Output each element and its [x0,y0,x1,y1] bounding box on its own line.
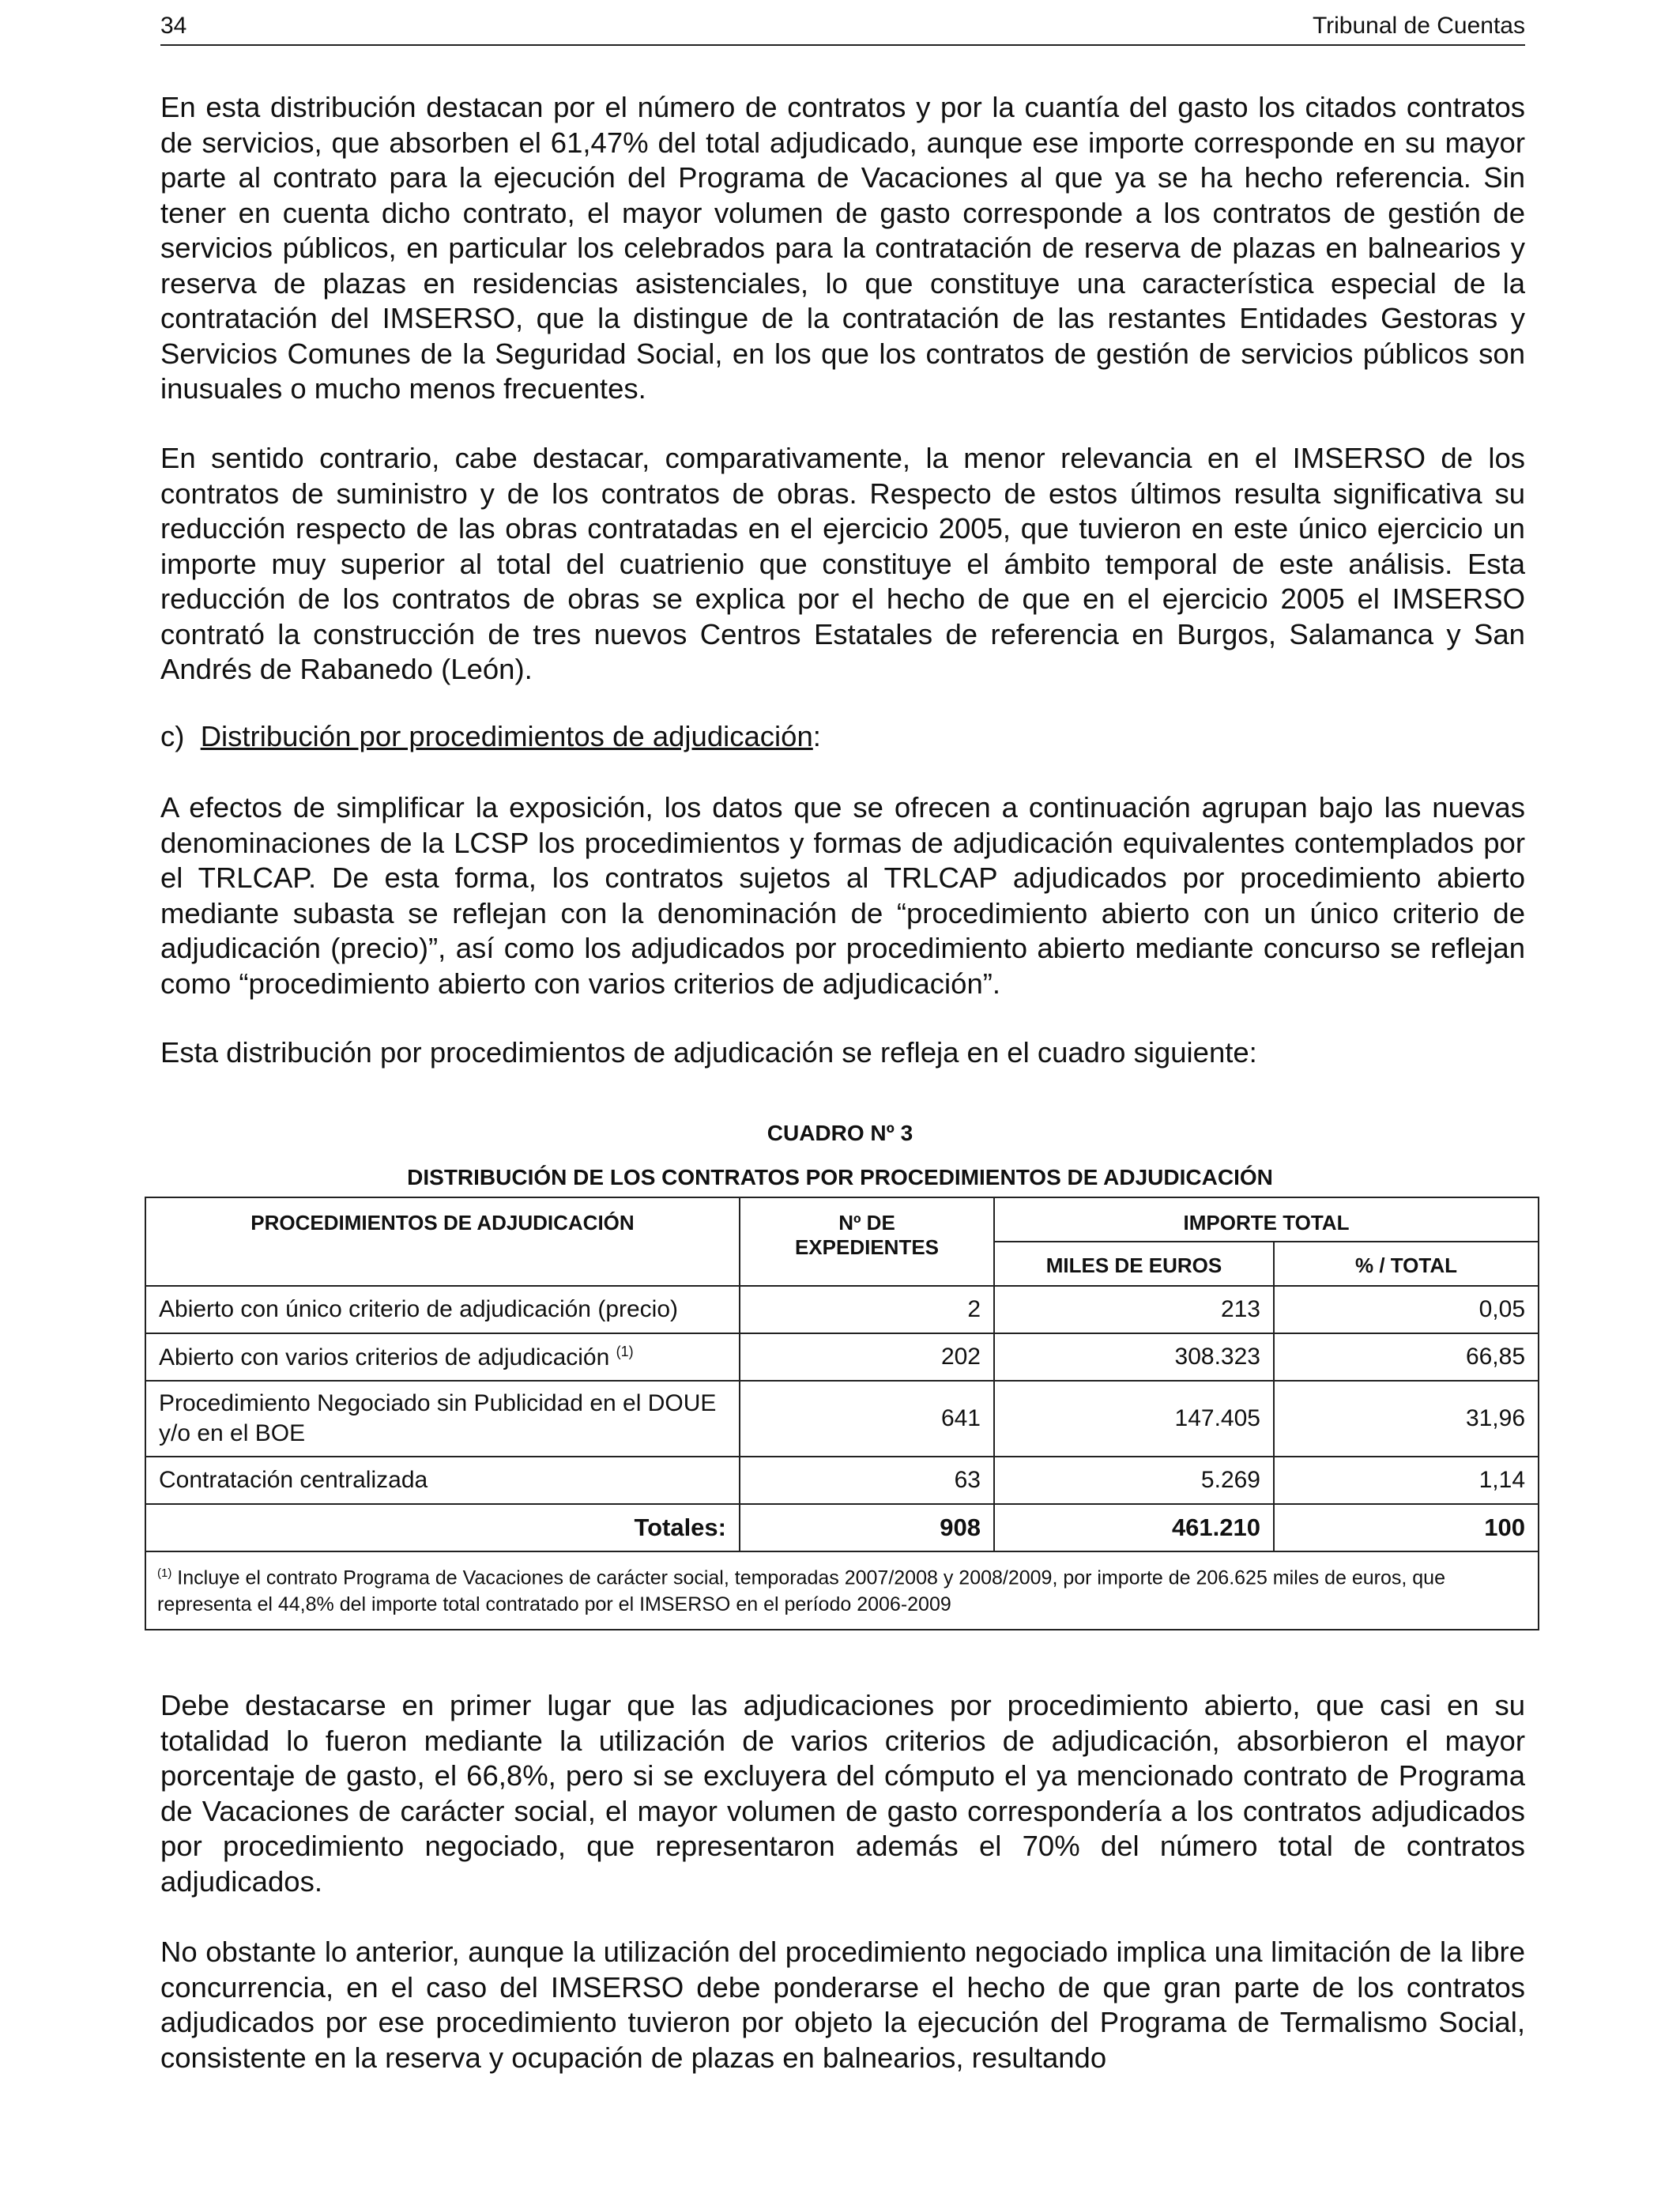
row-miles-euros: 308.323 [994,1333,1274,1381]
section-marker: c) [160,720,185,752]
row-pct-total: 31,96 [1274,1381,1539,1457]
table-header-row [145,1197,1539,1242]
table-footnote [145,1551,1539,1630]
paragraph-4: Esta distribución por procedimientos de adjudicación se refleja en el cuadro siguiente: [160,1036,1257,1069]
totals-pct: 100 [1274,1504,1539,1551]
row-miles-euros: 147.405 [994,1381,1274,1457]
header-pct-total: % / TOTAL [1274,1242,1539,1286]
row-expedientes: 202 [740,1333,994,1381]
row-label: Procedimiento Negociado sin Publicidad en el DOUE y/o en el BOE [145,1381,740,1457]
totals-miles-euros: 461.210 [994,1504,1274,1551]
row-expedientes: 641 [740,1381,994,1457]
row-miles-euros: 5.269 [994,1457,1274,1504]
row-label: Contratación centralizada [145,1457,740,1504]
table-row [145,1381,1539,1457]
paragraph-1: En esta distribución destacan por el número de contratos y por la cuantía del gasto los citados contratos de servicios, que absorben el 61,47% del total adjudicado, aunque ese importe corresponde en su mayor parte al contrato para la ejecución del Programa de Vacaciones al que ya se ha hecho referencia. Sin tener en cuenta dicho contrato, el mayor volumen de gasto corresponde a los contratos de gestión de servicios públicos, en particular los celebrados para la contratación de reserva de plazas en balnearios y reserva de plazas en residencias asistenciales, lo que constituye una característica especial de la contratación del IMSERSO, que la distingue de la contratación de las restantes Entidades Gestoras y Servicios Comunes de la Seguridad Social, en los que los contratos de gestión de servicios públicos son inusuales o mucho menos frecuentes. [160,91,1525,405]
footnote-row [145,1551,1539,1630]
header-expedientes-line2: EXPEDIENTES [794,1235,940,1259]
header-importe-total: IMPORTE TOTAL [994,1197,1539,1242]
paragraph-6: No obstante lo anterior, aunque la utilización del procedimiento negociado implica una limitación de la libre concurrencia, en el caso del IMSERSO debe ponderarse el hecho de que gran parte de los contratos adjudicados por ese procedimiento tuvieron por objeto la ejecución del Programa de Termalismo Social, consistente en la reserva y ocupación de plazas en balnearios, resultando [160,1936,1525,2074]
paragraph-2: En sentido contrario, cabe destacar, comparativamente, la menor relevancia en el IMSERSO de los contratos de suministro y de los contratos de obras. Respecto de estos últimos resulta significativa su reducción respecto de las obras contratadas en el ejercicio 2005, que tuvieron en este único ejercicio un importe muy superior al total del cuatrienio que constituye el ámbito temporal de este análisis. Esta reducción de los contratos de obras se explica por el hecho de que en el ejercicio 2005 el IMSERSO contrató la construcción de tres nuevos Centros Estatales de referencia en Burgos, Salamanca y San Andrés de Rabanedo (León). [160,442,1525,685]
row-expedientes: 2 [740,1286,994,1333]
totals-expedientes: 908 [740,1504,994,1551]
row-pct-total: 1,14 [1274,1457,1539,1504]
table-row [145,1333,1539,1381]
page-header [160,13,1525,46]
section-heading-c [160,719,821,755]
section-title: Distribución por procedimientos de adjudicación [200,720,813,752]
footnote-text: Incluye el contrato Programa de Vacaciones de carácter social, temporadas 2007/2008 y 2008/2009, por importe de 206.625 miles de euros, que representa el 44,8% del importe total contratado por el IMSERSO en el período 2006-2009 [157,1566,1445,1616]
table-row [145,1457,1539,1504]
row-pct-total: 0,05 [1274,1286,1539,1333]
header-expedientes-line1: Nº DE [838,1211,895,1235]
header-procedimientos: PROCEDIMIENTOS DE ADJUDICACIÓN [145,1197,740,1286]
paragraph-5: Debe destacarse en primer lugar que las adjudicaciones por procedimiento abierto, que casi en su totalidad lo fueron mediante la utilización de varios criterios de adjudicación, absorbieron el mayor porcentaje de gasto, el 66,8%, pero si se excluyera del cómputo el ya mencionado contrato de Programa de Vacaciones de carácter social, el mayor volumen de gasto correspondería a los contratos adjudicados por procedimiento negociado, que representaron además el 70% del número total de contratos adjudicados. [160,1689,1525,1898]
footnote-marker: (1) [157,1566,172,1580]
totals-row [145,1504,1539,1551]
header-miles-euros: MILES DE EUROS [994,1242,1274,1286]
procedures-table [145,1197,1539,1630]
row-expedientes: 63 [740,1457,994,1504]
table-caption-number: CUADRO Nº 3 [767,1121,913,1145]
row-label: Abierto con varios criterios de adjudicación [159,1344,610,1370]
footnote-reference: (1) [616,1343,634,1359]
section-colon: : [812,720,821,752]
page-number: 34 [160,13,187,39]
table-row [145,1286,1539,1333]
totals-label: Totales: [145,1504,740,1551]
row-miles-euros: 213 [994,1286,1274,1333]
table-caption-title: DISTRIBUCIÓN DE LOS CONTRATOS POR PROCEDIMIENTOS DE ADJUDICACIÓN [407,1165,1273,1189]
paragraph-3: A efectos de simplificar la exposición, los datos que se ofrecen a continuación agrupan bajo las nuevas denominaciones de la LCSP los procedimientos y formas de adjudicación equivalentes contemplados por el TRLCAP. De esta forma, los contratos sujetos al TRLCAP adjudicados por procedimiento abierto mediante subasta se reflejan con la denominación de “procedimiento abierto con un único criterio de adjudicación (precio)”, así como los adjudicados por procedimiento abierto mediante concurso se reflejan como “procedimiento abierto con varios criterios de adjudicación”. [160,791,1525,1000]
row-label-cell [145,1333,740,1381]
header-title: Tribunal de Cuentas [1312,13,1525,39]
header-expedientes [740,1197,994,1286]
row-label: Abierto con único criterio de adjudicación (precio) [145,1286,740,1333]
row-pct-total: 66,85 [1274,1333,1539,1381]
